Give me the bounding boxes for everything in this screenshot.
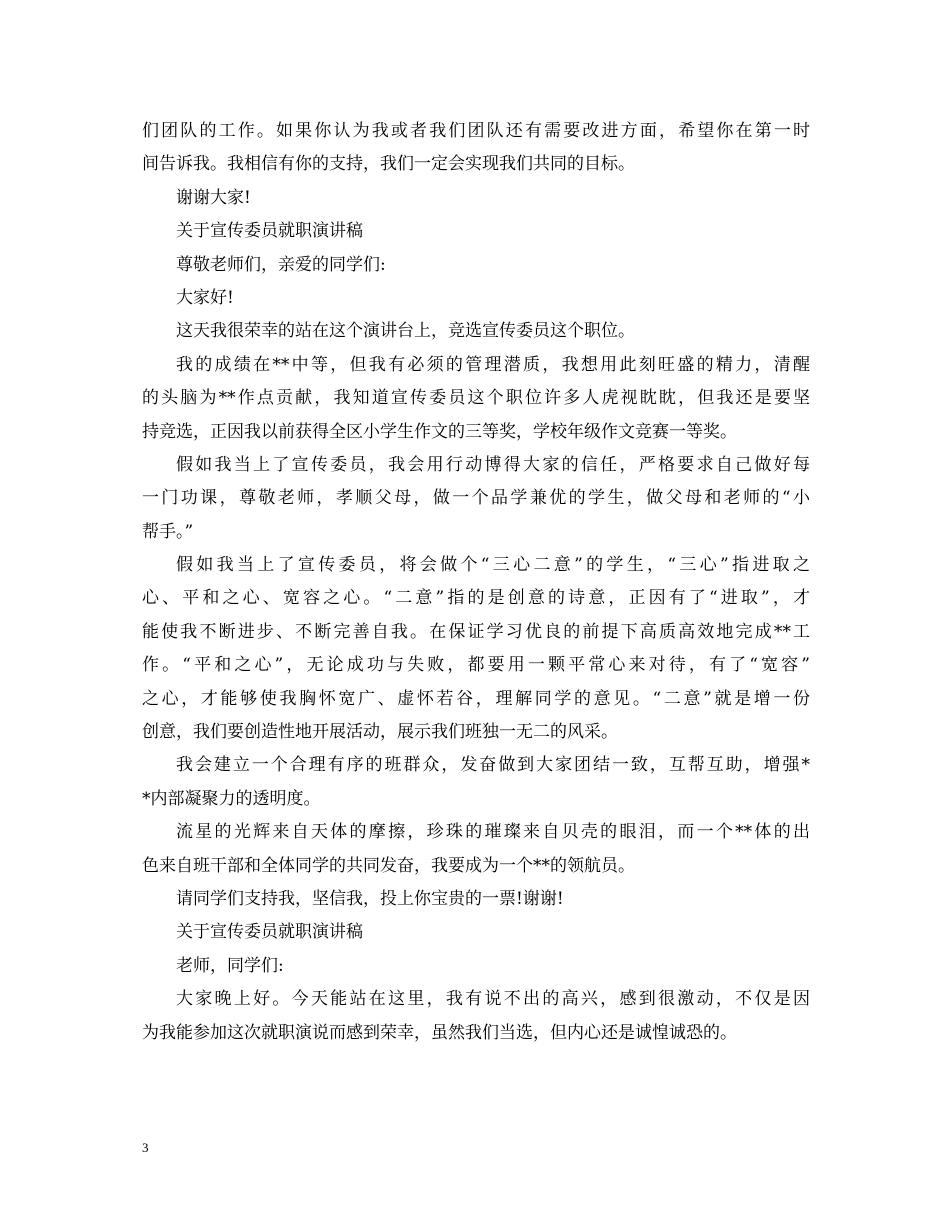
text-line: 一门功课，尊敬老师，孝顺父母，做一个品学兼优的学生，做父母和老师的“小 bbox=[142, 488, 810, 509]
text-line: 我会建立一个合理有序的班群众，发奋做到大家团结一致，互帮互助，增强* bbox=[176, 755, 810, 776]
text-line: 们团队的工作。如果你认为我或者我们团队还有需要改进方面，希望你在第一时 bbox=[142, 121, 810, 141]
text-line: 关于宣传委员就职演讲稿 bbox=[176, 221, 363, 242]
text-line: 心、平和之心、宽容之心。“二意”指的是创意的诗意，正因有了“进取”，才 bbox=[142, 588, 810, 609]
text-line: 假如我当上了宣传委员，我会用行动博得大家的信任，严格要求自己做好每 bbox=[176, 454, 810, 475]
text-line: 我的成绩在**中等，但我有必须的管理潜质，我想用此刻旺盛的精力，清醒 bbox=[176, 354, 810, 375]
text-line: 尊敬老师们，亲爱的同学们: bbox=[176, 254, 386, 275]
text-line: 持竞选，正因我以前获得全区小学生作文的三等奖，学校年级作文竞赛一等奖。 bbox=[142, 421, 737, 442]
text-line: 作。“平和之心”，无论成功与失败，都要用一颗平常心来对待，有了“宽容” bbox=[142, 655, 810, 676]
text-line: 这天我很荣幸的站在这个演讲台上，竞选宣传委员这个职位。 bbox=[176, 321, 635, 342]
text-line: 假如我当上了宣传委员，将会做个“三心二意”的学生，“三心”指进取之 bbox=[176, 555, 810, 576]
text-line: 为我能参加这次就职演说而感到荣幸，虽然我们当选，但内心还是诚惶诚恐的。 bbox=[142, 1022, 737, 1043]
text-line: 流星的光辉来自天体的摩擦，珍珠的璀璨来自贝壳的眼泪，而一个**体的出 bbox=[176, 822, 810, 843]
text-line: 大家好! bbox=[176, 287, 234, 308]
text-line: 关于宣传委员就职演讲稿 bbox=[176, 922, 363, 943]
text-line: 的头脑为**作点贡献，我知道宣传委员这个职位许多人虎视眈眈，但我还是要坚 bbox=[142, 388, 810, 409]
text-line: 请同学们支持我，坚信我，投上你宝贵的一票!谢谢! bbox=[176, 888, 564, 909]
text-line: 创意，我们要创造性地开展活动，展示我们班独一无二的风采。 bbox=[142, 722, 618, 743]
text-line: 能使我不断进步、不断完善自我。在保证学习优良的前提下高质高效地完成**工 bbox=[142, 621, 810, 642]
text-line: 帮手。” bbox=[142, 521, 194, 542]
text-line: 色来自班干部和全体同学的共同发奋，我要成为一个**的领航员。 bbox=[142, 855, 635, 876]
text-line: 谢谢大家! bbox=[176, 187, 251, 208]
text-line: 间告诉我。我相信有你的支持，我们一定会实现我们共同的目标。 bbox=[142, 154, 635, 175]
document-body bbox=[142, 115, 810, 1050]
text-line: 大家晚上好。今天能站在这里，我有说不出的高兴，感到很激动，不仅是因 bbox=[176, 989, 810, 1010]
text-line: *内部凝聚力的透明度。 bbox=[142, 788, 321, 809]
text-line: 老师，同学们: bbox=[176, 955, 284, 976]
page-number: 3 bbox=[142, 1140, 149, 1155]
text-line: 之心，才能够使我胸怀宽广、虚怀若谷，理解同学的意见。“二意”就是增一份 bbox=[142, 688, 810, 709]
